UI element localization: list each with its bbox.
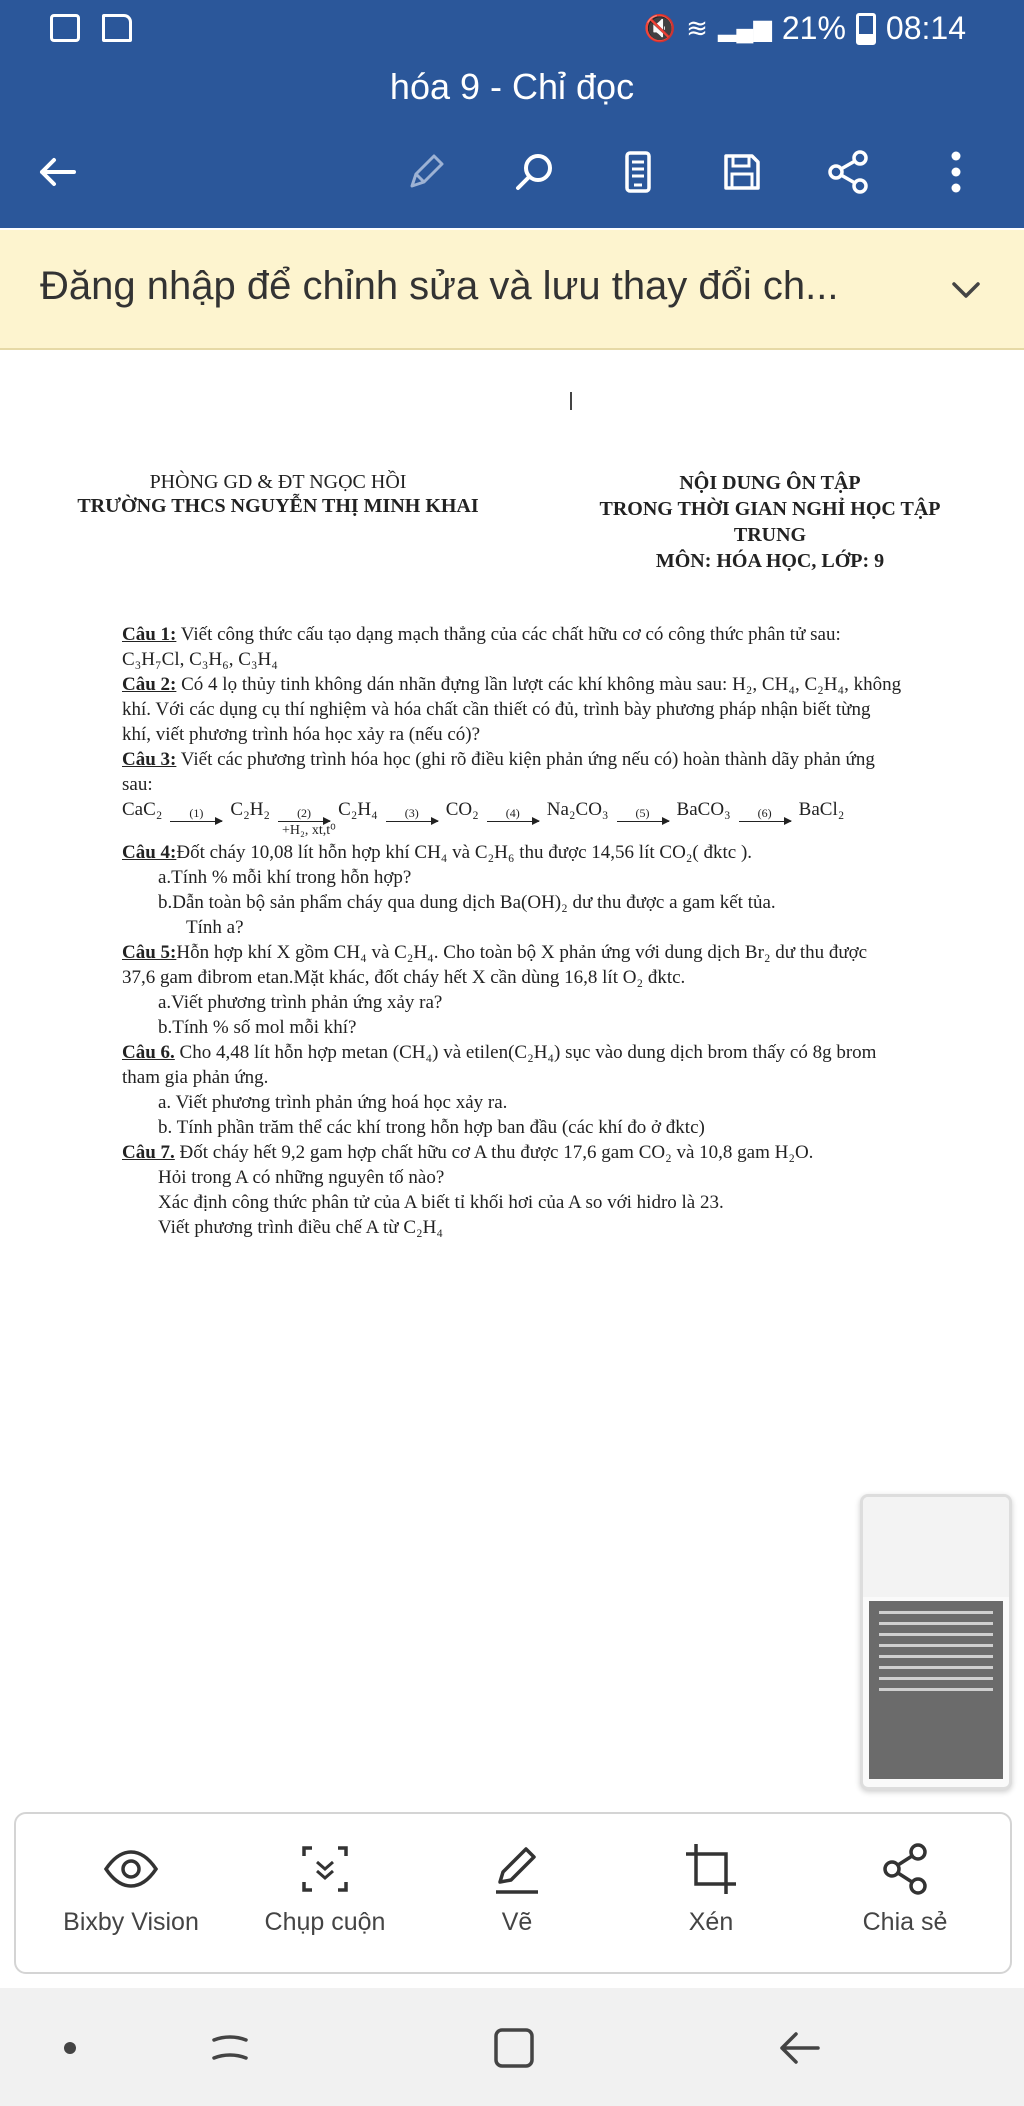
text-cursor	[570, 392, 572, 410]
header-subtitle: TRONG THỜI GIAN NGHỈ HỌC TẬP	[599, 498, 941, 520]
question-7-2: Xác định công thức phân tử của A biết tỉ khối hơi của A so với hidro là 23.	[158, 1192, 724, 1213]
share-button[interactable]	[818, 142, 878, 202]
wifi-icon: ≋	[686, 13, 708, 43]
question-4b: b.Dẫn toàn bộ sản phẩm cháy qua dung dịch Ba(OH)₂ dư thu được a gam kết tủa.	[158, 892, 776, 913]
header-left	[38, 470, 518, 518]
home-icon[interactable]	[484, 2018, 544, 2078]
reaction-arrow: (6)	[739, 807, 791, 822]
reaction-arrow: (2)	[278, 807, 330, 822]
share-capture-label: Chia sẻ	[862, 1908, 948, 1936]
draw-button[interactable]	[432, 1824, 602, 1954]
question-6: Câu 6. Cho 4,48 lít hỗn hợp metan (CH₄) và etilen(C₂H₄) sục vào dung dịch brom thấy có 8g brom tham gia phản ứng.	[122, 1042, 877, 1088]
save-button[interactable]	[712, 142, 772, 202]
share-icon	[824, 148, 872, 196]
question-7-3: Viết phương trình điều chế A từ C₂H₄	[158, 1217, 443, 1238]
edit-button[interactable]	[396, 142, 456, 202]
document-content	[122, 622, 902, 1240]
question-6a: a. Viết phương trình phản ứng hoá học xảy ra.	[158, 1092, 508, 1113]
chain-species: BaCO₃	[676, 799, 731, 820]
more-options-button[interactable]	[926, 142, 986, 202]
question-5: Câu 5:Hỗn hợp khí X gồm CH₄ và C₂H₄. Cho toàn bộ X phản ứng với dung dịch Br₂ dư thu được 37,6 gam đibrom etan.Mặt khác, đốt cháy hết X cần dùng 16,8 lít O₂ đktc.	[122, 942, 868, 988]
chevron-down-icon[interactable]	[942, 266, 990, 314]
back-arrow-icon	[34, 148, 82, 196]
save-icon	[718, 148, 766, 196]
header-title: NỘI DUNG ÔN TẬP	[679, 472, 861, 494]
chain-species: C₂H₄	[338, 799, 378, 820]
reaction-arrow: (5)	[617, 807, 669, 822]
banner-text: Đăng nhập để chỉnh sửa và lưu thay đổi ch...	[40, 264, 839, 308]
system-nav-bar	[0, 1988, 1024, 2106]
reading-view-button[interactable]	[608, 142, 668, 202]
draw-label: Vẽ	[501, 1908, 533, 1936]
reaction-arrow: (1)	[170, 807, 222, 822]
signal-icon: ▂▄▆	[717, 15, 772, 42]
question-7: Câu 7. Đốt cháy hết 9,2 gam hợp chất hữu cơ A thu được 17,6 gam CO₂ và 10,8 gam H₂O.	[122, 1142, 814, 1163]
header-subject: MÔN: HÓA HỌC, LỚP: 9	[655, 550, 885, 572]
battery-percent: 21%	[781, 10, 846, 46]
chain-species: CaC₂	[122, 799, 163, 820]
chain-species: BaCl₂	[798, 799, 845, 820]
capture-toolbar	[14, 1812, 1012, 1974]
mute-icon: 🔇	[643, 13, 677, 43]
question-3: Câu 3: Viết các phương trình hóa học (ghi rõ điều kiện phản ứng nếu có) hoàn thành dãy phản ứng sau:	[122, 749, 875, 795]
back-nav-icon[interactable]	[770, 2018, 830, 2078]
school-name: TRƯỜNG THCS NGUYỄN THỊ MINH KHAI	[77, 495, 479, 517]
bixby-vision-icon	[100, 1838, 162, 1900]
chain-species: CO₂	[445, 799, 479, 820]
reaction-chain	[122, 797, 902, 822]
question-4b-cont: Tính a?	[186, 917, 244, 938]
dept-name: PHÒNG GD & ĐT NGỌC HỒI	[149, 471, 407, 493]
search-icon	[510, 148, 558, 196]
draw-pencil-icon	[486, 1838, 548, 1900]
header-right	[560, 470, 980, 574]
question-1: Câu 1: Viết công thức cấu tạo dạng mạch thẳng của các chất hữu cơ có công thức phân tử sau: C₃H₇Cl, C₃H₆, C₃H₄	[122, 624, 841, 670]
scroll-capture-button[interactable]	[240, 1824, 410, 1954]
crop-icon	[680, 1838, 742, 1900]
bixby-vision-label: Bixby Vision	[63, 1908, 199, 1936]
screenshot-thumbnail[interactable]	[860, 1494, 1012, 1790]
share-capture-button[interactable]	[820, 1824, 990, 1954]
pencil-icon	[402, 148, 450, 196]
search-button[interactable]	[504, 142, 564, 202]
clock: 08:14	[885, 10, 966, 46]
scroll-capture-icon	[294, 1838, 356, 1900]
gallery-notification-icon	[50, 14, 80, 42]
thumbnail-header	[863, 1497, 1009, 1597]
question-4: Câu 4:Đốt cháy 10,08 lít hỗn hợp khí CH₄ và C₂H₆ thu được 14,56 lít CO₂( đktc ).	[122, 842, 753, 863]
scroll-capture-label: Chụp cuộn	[264, 1908, 386, 1936]
crop-label: Xén	[688, 1908, 734, 1936]
more-vertical-icon	[932, 148, 980, 196]
sign-in-banner[interactable]	[0, 230, 1024, 350]
bixby-vision-button[interactable]	[46, 1824, 216, 1954]
question-4a: a.Tính % mỗi khí trong hỗn hợp?	[158, 867, 412, 888]
question-5a: a.Viết phương trình phản ứng xảy ra?	[158, 992, 443, 1013]
recent-apps-icon[interactable]	[200, 2018, 260, 2078]
toolbar	[0, 142, 1024, 202]
question-6b: b. Tính phần trăm thể các khí trong hỗn hợp ban đầu (các khí đo ở đktc)	[158, 1117, 705, 1138]
chain-species: C₂H₂	[230, 799, 271, 820]
reaction-arrow: (4)	[487, 807, 539, 822]
mobile-view-icon	[614, 148, 662, 196]
nav-dot-icon[interactable]	[40, 2018, 100, 2078]
app-bar	[0, 0, 1024, 228]
thumbnail-preview	[869, 1601, 1003, 1779]
back-button[interactable]	[28, 142, 88, 202]
status-bar	[0, 0, 1024, 62]
question-2: Câu 2: Có 4 lọ thủy tinh không dán nhãn đựng lần lượt các khí không màu sau: H₂, CH₄, C₂H₄, không khí. Với các dụng cụ thí nghiệm và hóa chất cần thiết có đủ, trình bày phương pháp nhận biết từng khí, viết phương trình hóa học xảy ra (nếu có)?	[122, 674, 902, 745]
chain-species: Na₂CO₃	[546, 799, 609, 820]
question-5b: b.Tính % số mol mỗi khí?	[158, 1017, 357, 1038]
question-7-1: Hỏi trong A có những nguyên tố nào?	[158, 1167, 445, 1188]
reaction-condition: +H₂, xt,t⁰	[282, 823, 336, 838]
crop-button[interactable]	[626, 1824, 796, 1954]
document-title: hóa 9 - Chỉ đọc	[389, 66, 635, 107]
screenshot-notification-icon	[102, 14, 132, 42]
battery-icon	[856, 13, 876, 45]
share-capture-icon	[874, 1838, 936, 1900]
header-subtitle-cont: TRUNG	[733, 524, 807, 546]
reaction-arrow: (3)	[386, 807, 438, 822]
